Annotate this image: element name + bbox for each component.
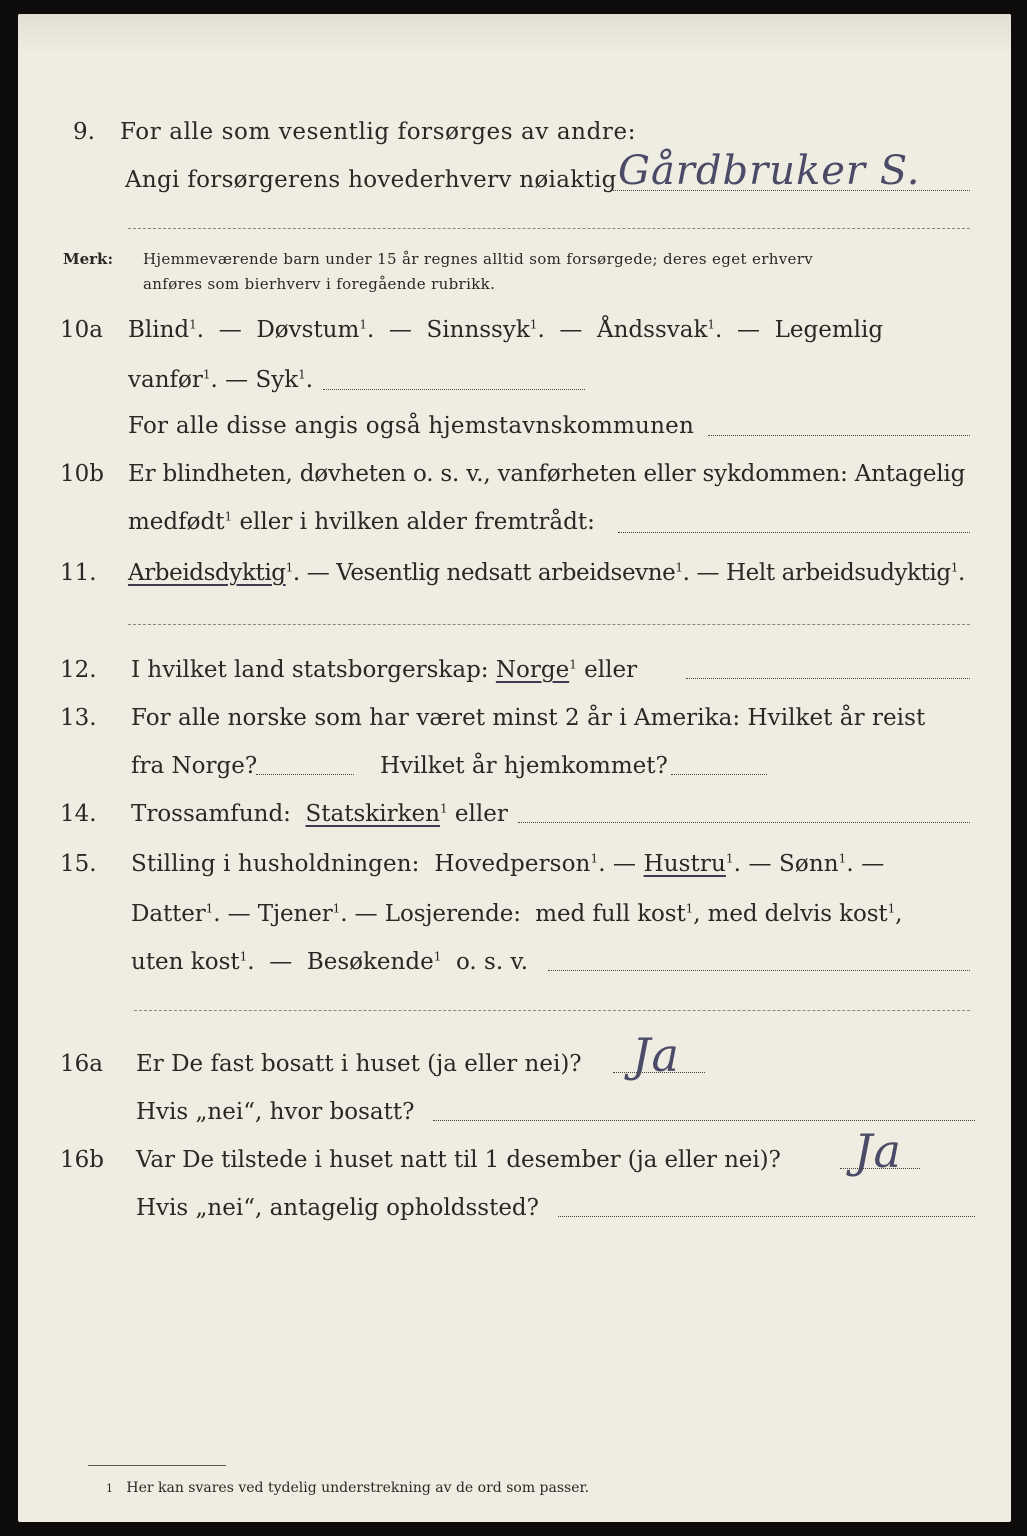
footnote-ref: 1 xyxy=(224,509,233,524)
opt-nedsatt: Vesentlig nedsatt arbeidsevne xyxy=(336,560,676,586)
opt-full-kost: med full kost xyxy=(535,901,686,927)
punct: . xyxy=(733,851,742,877)
punct: . xyxy=(196,317,205,343)
q11-blank-line xyxy=(128,624,970,625)
opt-hustru: Hustru xyxy=(643,851,726,877)
q15-text: Stilling i husholdningen: xyxy=(131,851,420,877)
punct: . xyxy=(537,317,545,343)
merk-label: Merk: xyxy=(63,250,113,268)
opt-sonn: Sønn xyxy=(779,851,839,877)
dash: — xyxy=(559,317,583,343)
footnote-ref: 1 xyxy=(332,901,341,916)
opt-delvis-kost: med delvis kost xyxy=(707,901,888,927)
q15-line3 xyxy=(131,948,528,976)
opt-medfodt: medfødt xyxy=(128,509,225,535)
q15-blank-line xyxy=(134,1010,970,1011)
footnote-ref: 1 xyxy=(685,901,694,916)
footnote-ref: 1 xyxy=(675,560,683,575)
punct: . xyxy=(210,367,218,393)
q9-line2: Angi forsørgerens hovederhverv nøiaktig xyxy=(125,167,617,193)
q9-line1: For alle som vesentlig forsørges av andre: xyxy=(120,119,637,145)
q10b-line2 xyxy=(128,508,595,536)
q13-hjem-line xyxy=(671,774,767,775)
opt-dovstum: Døvstum xyxy=(256,317,360,343)
opt-andssvak: Åndssvak xyxy=(597,317,708,343)
q16b-opholdssted-line xyxy=(558,1216,975,1217)
dash: — xyxy=(225,367,249,393)
q13-line2b: Hvilket år hjemkommet? xyxy=(380,753,668,779)
footnote xyxy=(106,1480,589,1496)
dash: — xyxy=(218,317,242,343)
footnote-ref: 1 xyxy=(950,560,958,575)
q10b-line1: Er blindheten, døvheten o. s. v., vanførheten eller sykdommen: Antagelig xyxy=(128,461,966,487)
opt-losjerende: Losjerende: xyxy=(384,901,521,927)
footnote-ref: 1 xyxy=(838,851,847,866)
dash: — xyxy=(696,560,720,586)
opt-norge: Norge xyxy=(495,657,570,683)
footnote-ref: 1 xyxy=(433,949,442,964)
q16a-handwritten-answer: Ja xyxy=(632,1028,680,1082)
q14-eller: eller xyxy=(454,801,508,827)
footnote-ref: 1 xyxy=(239,949,248,964)
q12-number: 12. xyxy=(60,657,97,683)
dash: — xyxy=(748,851,772,877)
opt-syk: Syk xyxy=(255,367,299,393)
footnote-ref: 1 xyxy=(359,317,367,332)
punct: . xyxy=(846,851,854,877)
footnote-text: Her kan svares ved tydelig understrekning av de ord som passer. xyxy=(126,1480,590,1496)
q9-number: 9. xyxy=(73,119,95,145)
footnote-ref: 1 xyxy=(189,317,197,332)
punct: . xyxy=(305,367,314,393)
q13-line1: For alle norske som har været minst 2 år i Amerika: Hvilket år reist xyxy=(131,705,926,731)
q11-number: 11. xyxy=(60,560,97,586)
q16a-number: 16a xyxy=(60,1051,103,1077)
q10a-line2 xyxy=(128,366,313,394)
q13-reist-line xyxy=(256,774,354,775)
q11-line1 xyxy=(128,559,965,587)
footnote-ref: 1 xyxy=(725,851,734,866)
footnote-ref: 1 xyxy=(529,317,538,332)
dash: — xyxy=(306,560,330,586)
q14-answer-line xyxy=(518,822,970,823)
punct: . xyxy=(340,901,348,927)
form-page xyxy=(18,14,1011,1522)
q10b-number: 10b xyxy=(60,461,104,487)
footnote-ref: 1 xyxy=(590,851,599,866)
q16b-number: 16b xyxy=(60,1147,104,1173)
dash: — xyxy=(736,317,760,343)
footnote-ref: 1 xyxy=(707,317,716,332)
dash: — xyxy=(227,901,251,927)
q15-line1 xyxy=(131,850,884,878)
opt-vanfor: vanfør xyxy=(128,367,203,393)
q10a-line1 xyxy=(128,316,883,344)
dash: — xyxy=(861,851,885,877)
q12-eller: eller xyxy=(584,657,638,683)
q10a-syk-line xyxy=(323,389,585,390)
q10a-line3: For alle disse angis også hjemstavnskommunen xyxy=(128,413,695,439)
dash: — xyxy=(269,949,293,975)
footnote-rule xyxy=(88,1465,226,1466)
opt-blind: Blind xyxy=(128,317,190,343)
q16a-bosatt-line xyxy=(433,1120,975,1121)
merk-line2: anføres som bierhverv i foregående rubrikk. xyxy=(143,275,496,293)
opt-datter: Datter xyxy=(131,901,206,927)
punct: . xyxy=(247,949,255,975)
q12-answer-line xyxy=(686,678,970,679)
q16b-line2: Hvis „nei“, antagelig opholdssted? xyxy=(136,1195,539,1221)
footnote-ref: 1 xyxy=(202,367,211,382)
opt-legemlig: Legemlig xyxy=(774,317,884,343)
footnote-ref: 1 xyxy=(285,560,293,575)
opt-udyktig: Helt arbeidsudyktig xyxy=(726,560,951,586)
q12-line1 xyxy=(131,656,637,684)
q15-answer-line xyxy=(548,970,970,971)
opt-tjener: Tjener xyxy=(257,901,333,927)
footnote-ref: 1 xyxy=(205,901,214,916)
q16b-answer-line xyxy=(840,1168,920,1169)
opt-arbeidsdyktig: Arbeidsdyktig xyxy=(128,560,286,586)
q16a-answer-line xyxy=(613,1072,705,1073)
opt-statskirken: Statskirken xyxy=(305,801,440,827)
q14-number: 14. xyxy=(60,801,97,827)
merk-line1: Hjemmeværende barn under 15 år regnes alltid som forsørgede; deres eget erhverv xyxy=(143,250,814,268)
q16b-handwritten-answer: Ja xyxy=(854,1124,902,1178)
dash: — xyxy=(388,317,412,343)
opt-hovedperson: Hovedperson xyxy=(434,851,591,877)
q9-answer-line xyxy=(610,190,970,191)
dash: — xyxy=(354,901,378,927)
q9-blank-line xyxy=(128,228,970,229)
dash: — xyxy=(613,851,637,877)
q12-text: I hvilket land statsborgerskap: xyxy=(131,657,489,683)
q15-osv: o. s. v. xyxy=(455,949,529,975)
punct: . xyxy=(957,560,965,586)
q14-line1 xyxy=(131,800,508,828)
footnote-mark: 1 xyxy=(106,1482,113,1495)
opt-sinnssyk: Sinnssyk xyxy=(426,317,530,343)
footnote-ref: 1 xyxy=(439,801,448,816)
punct: . xyxy=(213,901,221,927)
q16a-line1: Er De fast bosatt i huset (ja eller nei)? xyxy=(136,1051,582,1077)
q15-number: 15. xyxy=(60,851,97,877)
q16a-line2: Hvis „nei“, hvor bosatt? xyxy=(136,1099,415,1125)
opt-uten-kost: uten kost xyxy=(131,949,240,975)
q14-text: Trossamfund: xyxy=(131,801,291,827)
q10a-number: 10a xyxy=(60,317,103,343)
footnote-ref: 1 xyxy=(887,901,896,916)
punct: . xyxy=(598,851,606,877)
q13-number: 13. xyxy=(60,705,97,731)
footnote-ref: 1 xyxy=(298,367,306,382)
punct: . xyxy=(292,560,300,586)
q10a-kommune-line xyxy=(708,435,970,436)
q9-handwritten-answer: Gårdbruker S. xyxy=(618,148,921,194)
q16b-line1: Var De tilstede i huset natt til 1 desember (ja eller nei)? xyxy=(136,1147,781,1173)
punct: . xyxy=(682,560,690,586)
footnote-ref: 1 xyxy=(569,657,577,672)
q10b-answer-line xyxy=(618,532,970,533)
opt-besokende: Besøkende xyxy=(306,949,434,975)
q15-line2: Datter$^1$. — Tjener$^1$. — Losjerende: med full kost$^1$, med delvis kost$^1$, xyxy=(131,901,903,927)
q10b-alder-text: eller i hvilken alder fremtrådt: xyxy=(239,509,595,535)
q13-line2a: fra Norge? xyxy=(131,753,258,779)
punct: . xyxy=(715,317,723,343)
punct: . xyxy=(366,317,375,343)
